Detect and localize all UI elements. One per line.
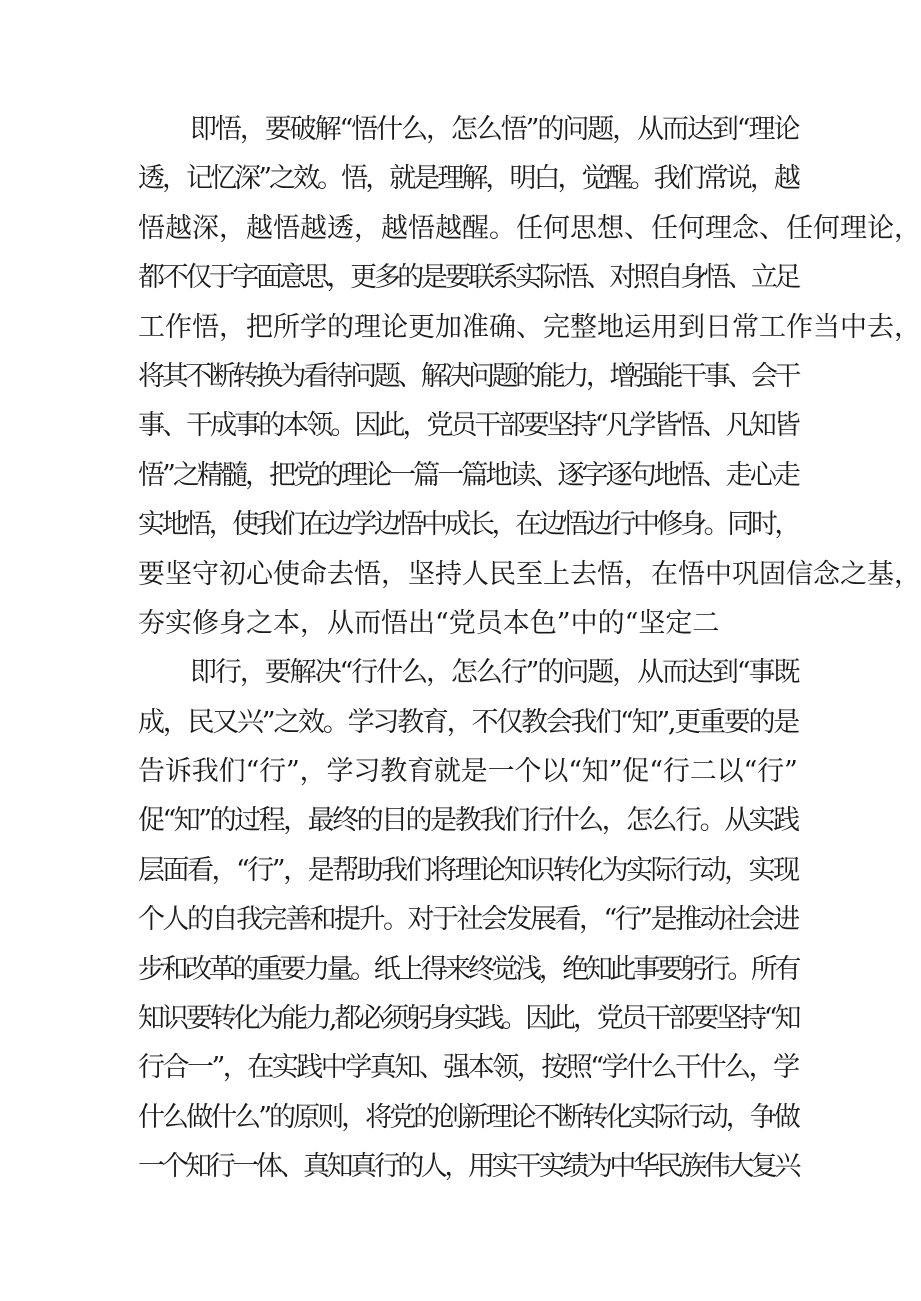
text-line: 透，记忆深”之效。悟，就是理解，明白，觉醒。我们常说，越 xyxy=(138,163,798,195)
text-line: 一个知行一体、真知真行的人，用实干实绩为中华民族伟大复兴 xyxy=(138,1151,798,1183)
text-line: 要坚守初心使命去悟，坚持人民至上去悟，在悟中巩固信念之基， xyxy=(138,558,921,590)
text-line: 工作悟，把所学的理论更加准确、完整地运用到日常工作当中去， xyxy=(138,311,921,343)
text-line: 个人的自我完善和提升。对于社会发展看，“行”是推动社会进 xyxy=(138,904,798,936)
text-line: 什么做什么”的原则，将党的创新理论不断转化实际行动，争做 xyxy=(138,1101,798,1133)
text-line: 即悟，要破解“悟什么，怎么悟”的问题，从而达到“理论 xyxy=(190,114,799,145)
text-line: 步和改革的重要力量。纸上得来终觉浅，绝知此事要躬行。所有 xyxy=(138,953,798,985)
paragraph-2 xyxy=(138,648,798,1191)
text-line: 实地悟，使我们在边学边悟中成长，在边悟边行中修身。同时， xyxy=(138,509,798,541)
text-line: 悟越深，越悟越透，越悟越醒。任何思想、任何理念、任何理论， xyxy=(138,212,921,244)
text-line: 悟”之精髓，把党的理论一篇一篇地读、逐字逐句地悟、走心走 xyxy=(138,459,798,491)
document-body xyxy=(138,105,921,1192)
text-line: 成，民又兴”之效。学习教育，不仅教会我们“知”,更重要的是 xyxy=(138,706,799,738)
paragraph-1 xyxy=(138,105,921,648)
text-line: 层面看，“行”，是帮助我们将理论知识转化为实际行动，实现 xyxy=(138,854,798,886)
text-line: 都不仅于字面意思，更多的是要联系实际悟、对照自身悟、立足 xyxy=(138,262,798,294)
text-line: 促“知”的过程，最终的目的是教我们行什么，怎么行。从实践 xyxy=(138,805,798,837)
text-line: 行合一”，在实践中学真知、强本领，按照“学什么干什么，学 xyxy=(138,1052,798,1084)
text-line: 知识要转化为能力,都必须躬身实践。因此，党员干部要坚持“知 xyxy=(138,1003,799,1035)
text-line: 将其不断转换为看待问题、解决问题的能力，增强能干事、会干 xyxy=(138,360,798,392)
text-line: 夯实修身之本，从而悟出“党员本色”中的“坚定二 xyxy=(138,607,720,639)
text-line: 即行，要解决“行什么，怎么行”的问题，从而达到“事既 xyxy=(190,657,799,689)
text-line: 事、干成事的本领。因此，党员干部要坚持“凡学皆悟、凡知皆 xyxy=(138,410,798,442)
text-line: 告诉我们“行”，学习教育就是一个以“知”促“行二以“行” xyxy=(138,756,798,788)
